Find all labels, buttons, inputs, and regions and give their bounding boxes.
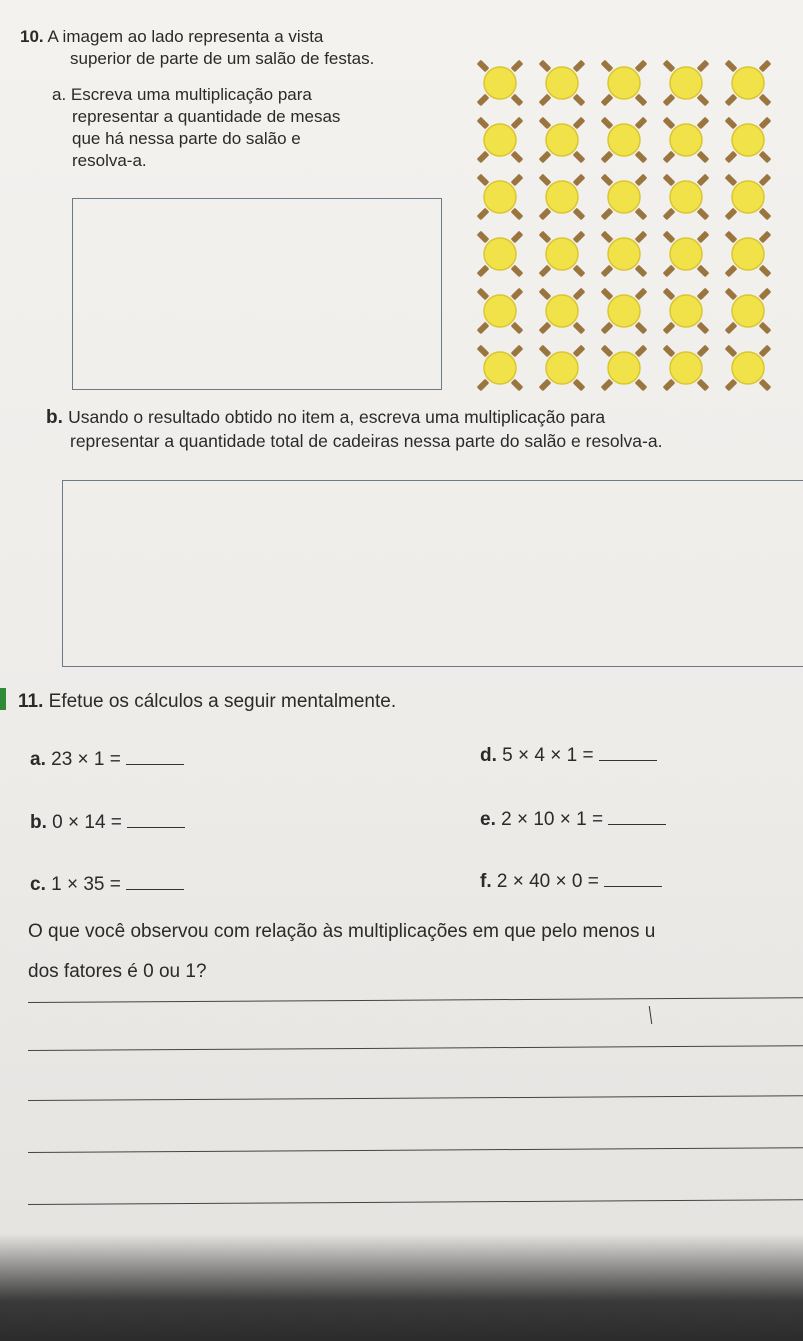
table-with-chairs	[539, 117, 586, 164]
table	[484, 124, 516, 156]
q11a-label: a.	[30, 749, 46, 770]
q11-item-b	[30, 809, 185, 835]
table-with-chairs	[663, 345, 710, 392]
q11-intro-text: Efetue os cálculos a seguir mentalmente.	[48, 691, 397, 712]
chair	[477, 288, 490, 301]
chair	[539, 174, 552, 187]
chair	[573, 288, 586, 301]
chair	[663, 288, 676, 301]
tables-svg	[472, 55, 802, 400]
q11-number: 11.	[18, 691, 44, 712]
q11-item-f	[480, 868, 662, 894]
table	[670, 181, 702, 213]
chair	[511, 288, 524, 301]
chair	[635, 117, 648, 130]
chair	[759, 117, 772, 130]
chair	[663, 231, 676, 244]
table	[546, 352, 578, 384]
table	[484, 67, 516, 99]
chair	[573, 94, 586, 107]
chair	[635, 265, 648, 278]
chair	[635, 94, 648, 107]
chair	[697, 379, 710, 392]
chair	[725, 265, 738, 278]
answer-line-1[interactable]	[28, 997, 803, 1003]
table-with-chairs	[477, 231, 524, 278]
answer-line-3[interactable]	[28, 1095, 803, 1101]
chair	[539, 322, 552, 335]
chair	[511, 345, 524, 358]
chair	[663, 60, 676, 73]
chair	[725, 288, 738, 301]
table	[670, 124, 702, 156]
q10b-line2: representar a quantidade total de cadeiras nessa parte do salão e resolva-a.	[70, 431, 663, 451]
table	[608, 238, 640, 270]
q10a-line1	[52, 84, 312, 105]
chair	[477, 117, 490, 130]
pencil-mark	[649, 1006, 652, 1024]
chair	[759, 208, 772, 221]
table	[670, 295, 702, 327]
chair	[573, 265, 586, 278]
table-with-chairs	[663, 174, 710, 221]
chair	[663, 379, 676, 392]
chair	[601, 117, 614, 130]
table	[670, 67, 702, 99]
q11f-expr: 2 × 40 × 0 =	[496, 871, 599, 892]
q11d-blank[interactable]	[599, 742, 657, 761]
chair	[477, 174, 490, 187]
table-with-chairs	[663, 117, 710, 164]
chair	[725, 322, 738, 335]
chair	[697, 231, 710, 244]
chair	[511, 265, 524, 278]
chair	[511, 231, 524, 244]
chair	[725, 345, 738, 358]
table	[608, 295, 640, 327]
chair	[759, 379, 772, 392]
chair	[573, 322, 586, 335]
q10a-letter: a.	[52, 85, 67, 104]
tables-illustration	[472, 55, 802, 400]
chair	[539, 208, 552, 221]
chair	[477, 379, 490, 392]
chair	[601, 345, 614, 358]
chair	[725, 117, 738, 130]
chair	[573, 60, 586, 73]
table-with-chairs	[601, 345, 648, 392]
table-with-chairs	[601, 117, 648, 164]
q11-item-e	[480, 806, 666, 832]
table	[546, 67, 578, 99]
chair	[697, 117, 710, 130]
answer-line-2[interactable]	[28, 1045, 803, 1051]
q11b-expr: 0 × 14 =	[52, 812, 122, 833]
q10b-line1	[46, 405, 605, 430]
chair	[759, 231, 772, 244]
q11-question-line1: O que você observou com relação às multiplicações em que pelo menos u	[28, 921, 656, 942]
q11e-expr: 2 × 10 × 1 =	[501, 809, 604, 830]
q11e-blank[interactable]	[608, 806, 666, 825]
chair	[635, 60, 648, 73]
table-with-chairs	[539, 231, 586, 278]
chair	[539, 379, 552, 392]
table	[484, 352, 516, 384]
table-with-chairs	[539, 288, 586, 335]
table-with-chairs	[663, 231, 710, 278]
table-with-chairs	[477, 117, 524, 164]
table	[546, 124, 578, 156]
chair	[663, 94, 676, 107]
chair	[725, 208, 738, 221]
margin-mark	[0, 688, 6, 710]
q11-question-line2: dos fatores é 0 ou 1?	[28, 961, 207, 982]
chair	[477, 231, 490, 244]
table-with-chairs	[725, 345, 772, 392]
chair	[539, 60, 552, 73]
chair	[539, 117, 552, 130]
table	[608, 352, 640, 384]
table-with-chairs	[725, 117, 772, 164]
chair	[635, 174, 648, 187]
q10-intro-line2: superior de parte de um salão de festas.	[70, 49, 375, 68]
chair	[697, 345, 710, 358]
chair	[759, 94, 772, 107]
q11-item-d	[480, 742, 657, 768]
chair	[477, 265, 490, 278]
chair	[601, 208, 614, 221]
chair	[601, 288, 614, 301]
chair	[511, 60, 524, 73]
chair	[663, 208, 676, 221]
chair	[759, 322, 772, 335]
table	[546, 181, 578, 213]
chair	[601, 151, 614, 164]
table-with-chairs	[601, 60, 648, 107]
table-with-chairs	[601, 288, 648, 335]
chair	[759, 345, 772, 358]
chair	[759, 288, 772, 301]
q11-item-c	[30, 871, 184, 897]
q11f-label: f.	[480, 871, 492, 892]
table-with-chairs	[725, 174, 772, 221]
chair	[663, 117, 676, 130]
q11d-label: d.	[480, 745, 497, 766]
chair	[697, 208, 710, 221]
chair	[477, 151, 490, 164]
chair	[697, 174, 710, 187]
table	[732, 124, 764, 156]
q11c-expr: 1 × 35 =	[51, 874, 121, 895]
q10a-text1: Escreva uma multiplicação para	[70, 85, 312, 104]
q11a-expr: 23 × 1 =	[51, 749, 121, 770]
table-with-chairs	[477, 174, 524, 221]
chair	[573, 345, 586, 358]
table	[546, 295, 578, 327]
chair	[539, 94, 552, 107]
chair	[539, 288, 552, 301]
q10b-letter: b.	[46, 407, 63, 428]
chair	[697, 322, 710, 335]
chair	[725, 174, 738, 187]
table	[484, 295, 516, 327]
table-with-chairs	[725, 288, 772, 335]
chair	[601, 60, 614, 73]
chair	[663, 322, 676, 335]
chair	[759, 174, 772, 187]
chair	[539, 231, 552, 244]
chair	[635, 288, 648, 301]
q10a-line3: que há nessa parte do salão e	[72, 129, 301, 148]
chair	[635, 151, 648, 164]
q10b-text1: Usando o resultado obtido no item a, escreva uma multiplicação para	[68, 407, 606, 427]
chair	[697, 151, 710, 164]
answer-box-a[interactable]	[72, 198, 442, 390]
answer-line-5[interactable]	[28, 1199, 803, 1205]
chair	[635, 379, 648, 392]
q11b-label: b.	[30, 812, 47, 833]
chair	[511, 379, 524, 392]
q10a-line2: representar a quantidade de mesas	[72, 107, 341, 126]
chair	[635, 322, 648, 335]
table-with-chairs	[539, 345, 586, 392]
q11-intro	[18, 690, 396, 714]
table-with-chairs	[601, 174, 648, 221]
chair	[759, 60, 772, 73]
chair	[635, 208, 648, 221]
q11f-blank[interactable]	[604, 868, 662, 887]
table-with-chairs	[477, 60, 524, 107]
table	[732, 238, 764, 270]
table	[670, 352, 702, 384]
table	[732, 181, 764, 213]
q10-intro-line1: A imagem ao lado representa a vista	[47, 27, 324, 46]
chair	[511, 208, 524, 221]
chair	[697, 265, 710, 278]
table-with-chairs	[539, 60, 586, 107]
chair	[573, 151, 586, 164]
chair	[601, 265, 614, 278]
chair	[725, 231, 738, 244]
answer-box-b[interactable]	[62, 480, 803, 667]
table	[546, 238, 578, 270]
chair	[477, 94, 490, 107]
chair	[725, 94, 738, 107]
chair	[573, 117, 586, 130]
chair	[477, 345, 490, 358]
table-with-chairs	[477, 288, 524, 335]
chair	[601, 322, 614, 335]
chair	[511, 322, 524, 335]
chair	[725, 379, 738, 392]
table	[608, 124, 640, 156]
chair	[759, 265, 772, 278]
chair	[539, 265, 552, 278]
q11c-blank[interactable]	[126, 871, 184, 890]
chair	[573, 208, 586, 221]
table	[484, 181, 516, 213]
chair	[573, 379, 586, 392]
table-with-chairs	[725, 231, 772, 278]
q11d-expr: 5 × 4 × 1 =	[502, 745, 594, 766]
chair	[601, 94, 614, 107]
chair	[601, 379, 614, 392]
chair	[697, 94, 710, 107]
chair	[539, 345, 552, 358]
q11c-label: c.	[30, 874, 46, 895]
chair	[635, 231, 648, 244]
q10-intro	[20, 26, 323, 47]
table	[732, 352, 764, 384]
table-with-chairs	[663, 288, 710, 335]
chair	[539, 151, 552, 164]
chair	[759, 151, 772, 164]
q10-number: 10.	[20, 27, 44, 46]
table-with-chairs	[539, 174, 586, 221]
chair	[511, 174, 524, 187]
table	[608, 181, 640, 213]
chair	[725, 60, 738, 73]
table-with-chairs	[477, 345, 524, 392]
q11b-blank[interactable]	[127, 809, 185, 828]
chair	[511, 151, 524, 164]
answer-line-4[interactable]	[28, 1147, 803, 1153]
chair	[601, 231, 614, 244]
table	[732, 67, 764, 99]
chair	[663, 265, 676, 278]
q11e-label: e.	[480, 809, 496, 830]
table-with-chairs	[663, 60, 710, 107]
table	[608, 67, 640, 99]
q10a-line4: resolva-a.	[72, 151, 147, 170]
chair	[601, 174, 614, 187]
chair	[573, 231, 586, 244]
chair	[697, 60, 710, 73]
chair	[663, 174, 676, 187]
chair	[477, 208, 490, 221]
table	[670, 238, 702, 270]
table	[484, 238, 516, 270]
q11-item-a	[30, 746, 184, 772]
chair	[511, 117, 524, 130]
table-with-chairs	[725, 60, 772, 107]
chair	[697, 288, 710, 301]
table	[732, 295, 764, 327]
chair	[725, 151, 738, 164]
chair	[573, 174, 586, 187]
chair	[663, 345, 676, 358]
chair	[663, 151, 676, 164]
table-with-chairs	[601, 231, 648, 278]
chair	[635, 345, 648, 358]
chair	[477, 60, 490, 73]
q11a-blank[interactable]	[126, 746, 184, 765]
chair	[477, 322, 490, 335]
chair	[511, 94, 524, 107]
